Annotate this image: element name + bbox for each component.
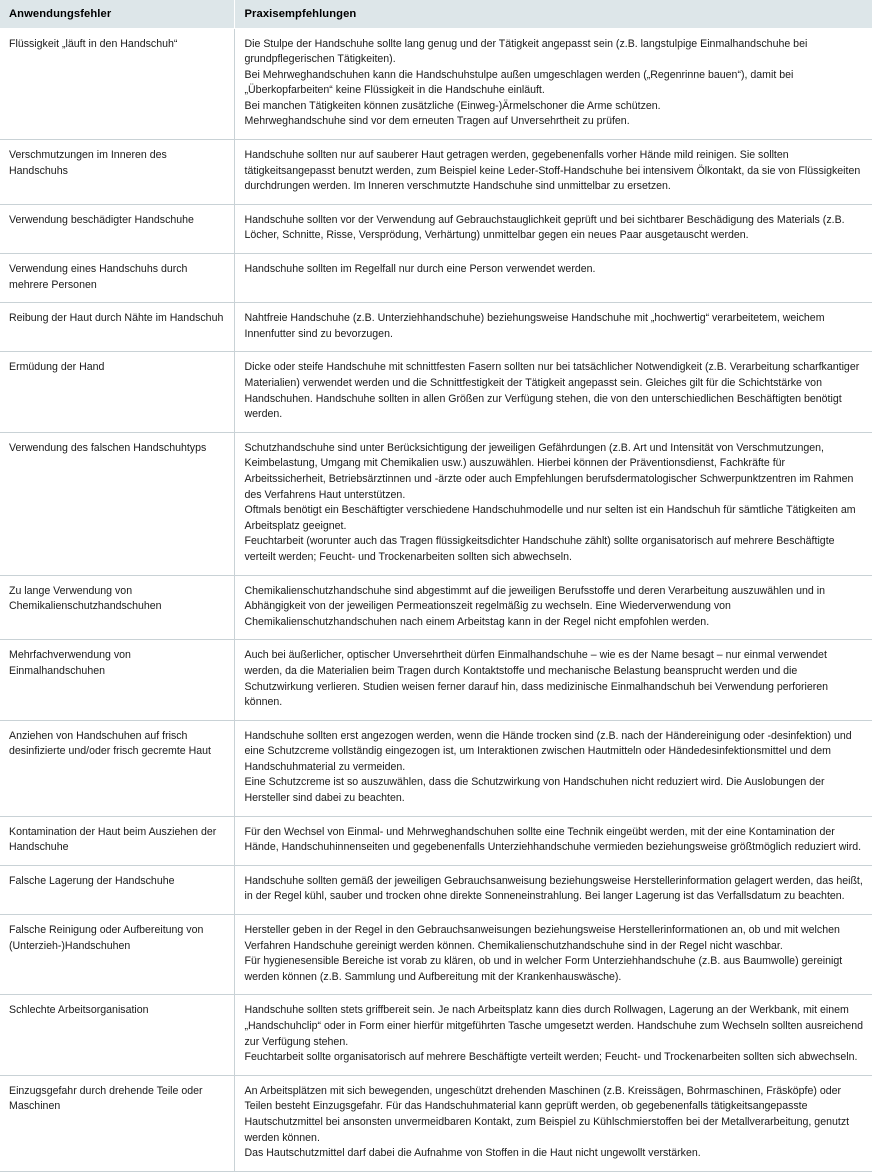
praxisempfehlung-paragraph: Die Stulpe der Handschuhe sollte lang genug und der Tätigkeit angepasst sein (z.B. langstulpige Einmalhandschuhe bei grundpflegerischen Tätigkeiten). (244, 37, 808, 66)
table-row (0, 352, 872, 432)
cell-anwendungsfehler (0, 432, 234, 575)
anwendungsfehler-text: Verwendung beschädigter Handschuhe (9, 213, 194, 226)
praxisempfehlung-paragraph: Dicke oder steife Handschuhe mit schnittfesten Fasern sollten nur bei tatsächlicher Notwendigkeit (z.B. Verarbeitung scharfkantiger Materialien) verwendet werden und die Schnittfestigkeit der Tätigkeit angepasst sein. Gleiches gilt für die Schichtstärke von Handschuhen. Handschuhe sollten in allen Größen zur Verfügung stehen, die von den unterschiedlichen Beschäftigten benötigt werden. (244, 361, 860, 421)
anwendungsfehler-text: Verwendung eines Handschuhs durch mehrere Personen (9, 263, 188, 291)
praxisempfehlung-paragraph: An Arbeitsplätzen mit sich bewegenden, ungeschützt drehenden Maschinen (z.B. Kreissägen, Bohrmaschinen, Fräsköpfe) oder Teilen besteht Einzugsgefahr. Für das Handschuhmaterial kann geprüft werden, ob gegebenenfalls tätigkeitsangepasste Hautschutzmittel bei ansonsten unvermeidbaren Kontakt, zum Beispiel zu Kühlschmierstoffen bei der Metallverarbeitung, genutzt werden können. (244, 1084, 850, 1144)
praxisempfehlung-paragraph: Handschuhe sollten gemäß der jeweiligen Gebrauchsanweisung beziehungsweise Herstellerinformation gelagert werden, das heißt, in der Regel kühl, sauber und trocken ohne direkte Sonneneinstrahlung. Bei langer Lagerung ist das Verfallsdatum zu beachten. (244, 874, 863, 903)
anwendungsfehler-text: Reibung der Haut durch Nähte im Handschuh (9, 312, 224, 325)
praxisempfehlung-paragraph: Handschuhe sollten nur auf sauberer Haut getragen werden, gegebenenfalls vorher Hände mild reinigen. Sie sollten tätigkeitsangepasst benutzt werden, zum Beispiel keine Leder-Stoff-Handschuhe bei intensivem Ölkontakt, da sie von Flüssigkeiten durchdrungen werden. Im Inneren verschmutzte Handschuhe sind unmittelbar zu ersetzen. (244, 149, 861, 193)
praxisempfehlung-paragraph: Auch bei äußerlicher, optischer Unversehrtheit dürfen Einmalhandschuhe – wie es der Name besagt – nur einmal verwendet werden, da die Materialien beim Tragen durch Kontaktstoffe und mechanische Belastung beansprucht werden und die Schutzwirkung verlieren. Studien weisen ferner darauf hin, dass medizinische Einmalhandschuh bei Verwendung perforieren können. (244, 649, 829, 709)
table-row (0, 640, 872, 720)
cell-anwendungsfehler (0, 204, 234, 253)
praxisempfehlung-paragraph: Oftmals benötigt ein Beschäftigter verschiedene Handschuhmodelle und nur selten ist ein Handschuh für sämtliche Tätigkeiten am Arbeitsplatz geeignet. (244, 504, 856, 532)
cell-praxisempfehlungen (234, 640, 872, 720)
praxisempfehlung-paragraph: Das Hautschutzmittel darf dabei die Aufnahme von Stoffen in die Haut nicht ungewollt verstärken. (244, 1147, 701, 1160)
praxisempfehlung-paragraph: Für hygienesensible Bereiche ist vorab zu klären, ob und in welcher Form Unterziehhandschuhe (z.B. aus Baumwolle) gereinigt werden können (z.B. Sammlung und Aufbereitung mit der Krankenhauswäsche). (244, 955, 843, 983)
cell-anwendungsfehler (0, 303, 234, 352)
cell-anwendungsfehler (0, 352, 234, 432)
table-row (0, 303, 872, 352)
cell-anwendungsfehler (0, 640, 234, 720)
cell-anwendungsfehler (0, 1075, 234, 1171)
cell-praxisempfehlungen (234, 432, 872, 575)
column-header-anwendungsfehler (0, 0, 234, 28)
table-row (0, 995, 872, 1075)
cell-anwendungsfehler (0, 995, 234, 1075)
anwendungsfehler-text: Ermüdung der Hand (9, 361, 105, 374)
cell-anwendungsfehler (0, 575, 234, 640)
cell-praxisempfehlungen (234, 720, 872, 816)
praxisempfehlung-paragraph: Bei manchen Tätigkeiten können zusätzliche (Einweg-)Ärmelschoner die Arme schützen. (244, 99, 661, 112)
praxisempfehlung-paragraph: Für den Wechsel von Einmal- und Mehrweghandschuhen sollte eine Technik eingeübt werden, mit der eine Kontamination der Hände, Handschuhinnenseiten und gegebenenfalls Unterziehhandschuhe vermieden beziehungsweise größtmöglich reduziert wird. (244, 825, 862, 854)
table-row (0, 865, 872, 914)
column-header-anwendungsfehler-label: Anwendungsfehler (9, 7, 112, 20)
table-row (0, 254, 872, 303)
cell-praxisempfehlungen (234, 140, 872, 205)
column-header-praxisempfehlungen (234, 0, 872, 28)
cell-praxisempfehlungen (234, 575, 872, 640)
cell-anwendungsfehler (0, 816, 234, 865)
cell-anwendungsfehler (0, 865, 234, 914)
praxisempfehlung-paragraph: Eine Schutzcreme ist so auszuwählen, dass die Schutzwirkung von Handschuhen nicht reduziert wird. Die Auslobungen der Hersteller sind dabei zu beachten. (244, 776, 825, 805)
table-header (0, 0, 872, 28)
anwendungsfehler-text: Einzugsgefahr durch drehende Teile oder Maschinen (9, 1084, 203, 1113)
table-row (0, 816, 872, 865)
praxisempfehlung-paragraph: Nahtfreie Handschuhe (z.B. Unterziehhandschuhe) beziehungsweise Handschuhe mit „hochwertig“ verarbeitetem, weichem Innenfutter sind zu bevorzugen. (244, 312, 825, 340)
praxisempfehlung-paragraph: Mehrweghandschuhe sind vor dem erneuten Tragen auf Unversehrtheit zu prüfen. (244, 115, 630, 128)
praxisempfehlung-paragraph: Chemikalienschutzhandschuhe sind abgestimmt auf die jeweiligen Berufsstoffe und deren Verarbeitung auszuwählen und in Abhängigkeit von der jeweiligen Permeationszeit regelmäßig zu wechseln. Eine Wiederverwendung von Chemikalienschutzhandschuhen nach einem Arbeitstag kann in der Regel nicht empfohlen werden. (244, 584, 825, 628)
table-row (0, 28, 872, 140)
cell-praxisempfehlungen (234, 28, 872, 140)
cell-praxisempfehlungen (234, 352, 872, 432)
cell-anwendungsfehler (0, 28, 234, 140)
anwendungsfehler-text: Falsche Lagerung der Handschuhe (9, 874, 175, 887)
anwendungsfehler-text: Falsche Reinigung oder Aufbereitung von (Unterzieh-)Handschuhen (9, 924, 204, 952)
anwendungsfehler-text: Kontamination der Haut beim Ausziehen der Handschuhe (9, 825, 217, 854)
column-header-praxisempfehlungen-label: Praxisempfehlungen (244, 7, 357, 20)
praxisempfehlung-paragraph: Handschuhe sollten vor der Verwendung auf Gebrauchstauglichkeit geprüft und bei sichtbarer Beschädigung des Materials (z.B. Löcher, Schnitte, Risse, Versprödung, Verhärtung) unmittelbar gegen ein neues Paar ausgetauscht werden. (244, 213, 845, 242)
cell-praxisempfehlungen (234, 865, 872, 914)
cell-praxisempfehlungen (234, 915, 872, 995)
cell-anwendungsfehler (0, 915, 234, 995)
anwendungsfehler-text: Mehrfachverwendung von Einmalhandschuhen (9, 649, 131, 677)
anwendungsfehler-text: Flüssigkeit „läuft in den Handschuh“ (9, 37, 178, 50)
anwendungsfehler-text: Verschmutzungen im Inneren des Handschuhs (9, 149, 167, 177)
cell-anwendungsfehler (0, 720, 234, 816)
anwendungsfehler-text: Verwendung des falschen Handschuhtyps (9, 441, 207, 454)
table-body (0, 28, 872, 1171)
cell-anwendungsfehler (0, 254, 234, 303)
table-row (0, 140, 872, 205)
praxisempfehlung-paragraph: Feuchtarbeit sollte organisatorisch auf mehrere Beschäftigte verteilt werden; Feucht- und Trockenarbeiten sollten sich abwechseln. (244, 1051, 858, 1064)
cell-praxisempfehlungen (234, 995, 872, 1075)
cell-praxisempfehlungen (234, 303, 872, 352)
anwendungsfehler-text: Schlechte Arbeitsorganisation (9, 1004, 149, 1017)
praxisempfehlung-paragraph: Handschuhe sollten stets griffbereit sein. Je nach Arbeitsplatz kann dies durch Rollwagen, Lagerung an der Werkbank, mit einem „Handschuhclip“ oder in Form einer hierfür mitgeführten Tasche umgesetzt werden. Handschuhe zum Wechseln sollten ausreichend zur Verfügung stehen. (244, 1004, 863, 1048)
praxisempfehlung-paragraph: Hersteller geben in der Regel in den Gebrauchsanweisungen beziehungsweise Herstellerinformationen an, ob und mit welchen Verfahren Handschuhe gereinigt werden können. Chemikalienschutzhandschuhe sind in der Regel nicht waschbar. (244, 924, 840, 952)
table-header-row (0, 0, 872, 28)
cell-praxisempfehlungen (234, 1075, 872, 1171)
praxisempfehlung-paragraph: Feuchtarbeit (worunter auch das Tragen flüssigkeitsdichter Handschuhe zählt) sollte organisatorisch auf mehrere Beschäftigte verteilt werden; Feucht- und Trockenarbeiten sollten sich abwechseln. (244, 535, 835, 563)
anwendungsfehler-text: Zu lange Verwendung von Chemikalienschutzhandschuhen (9, 584, 162, 613)
table-row (0, 1075, 872, 1171)
anwendungsfehler-text: Anziehen von Handschuhen auf frisch desinfizierte und/oder frisch gecremte Haut (9, 729, 211, 758)
cell-praxisempfehlungen (234, 816, 872, 865)
praxisempfehlung-paragraph: Schutzhandschuhe sind unter Berücksichtigung der jeweiligen Gefährdungen (z.B. Art und Intensität von Verschmutzungen, Keimbelastung, Umgang mit Chemikalien usw.) auszuwählen. Hierbei können der Präventionsdienst, Fachkräfte für Arbeitssicherheit, Betriebsärztinnen und -ärzte oder auch Empfehlungen berufsdermatologischer Schwerpunktzentren im Rahmen des Verfahrens Haut unterstützen. (244, 441, 854, 501)
table-row (0, 432, 872, 575)
cell-praxisempfehlungen (234, 254, 872, 303)
table-row (0, 915, 872, 995)
praxisempfehlung-paragraph: Bei Mehrweghandschuhen kann die Handschuhstulpe außen umgeschlagen werden („Regenrinne bauen“), damit bei „Überkopfarbeiten“ keine Flüssigkeit in die Handschuhe einläuft. (244, 68, 794, 97)
table-row (0, 720, 872, 816)
cell-praxisempfehlungen (234, 204, 872, 253)
table-row (0, 204, 872, 253)
table-row (0, 575, 872, 640)
praxisempfehlung-paragraph: Handschuhe sollten im Regelfall nur durch eine Person verwendet werden. (244, 263, 596, 276)
cell-anwendungsfehler (0, 140, 234, 205)
praxisempfehlung-paragraph: Handschuhe sollten erst angezogen werden, wenn die Hände trocken sind (z.B. nach der Händereinigung oder -desinfektion) und eine Schutzcreme vollständig eingezogen ist, um Interaktionen zwischen Hautmitteln oder Händedesinfektionsmittel und dem Handschuhmaterial zu vermeiden. (244, 729, 852, 773)
